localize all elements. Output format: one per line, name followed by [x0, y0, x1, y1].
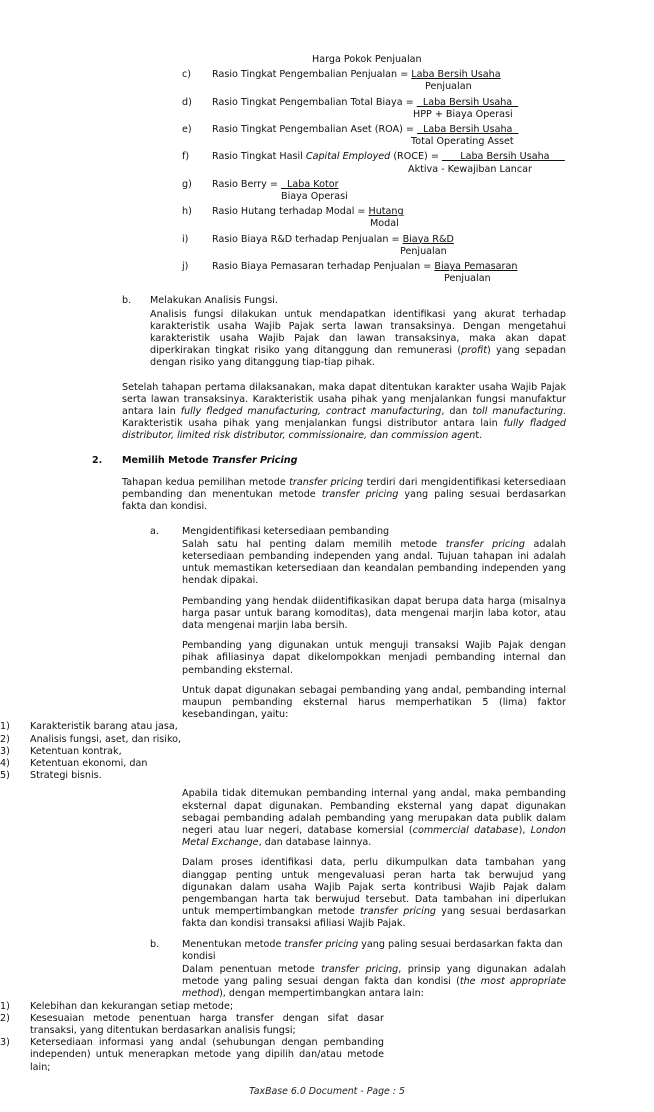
- ratio-formula: [182, 151, 582, 175]
- formula-numerator: Laba Bersih Usaha: [441, 151, 565, 163]
- text-run: , dan database lainnya.: [258, 837, 372, 849]
- italic-text: profit: [461, 345, 487, 357]
- list-item: [0, 770, 384, 782]
- formula-line: [212, 206, 582, 218]
- text-run: yang paling sesuai berdasarkan fakta dan kondisi.: [122, 489, 567, 513]
- formula-numerator: Biaya R&D: [402, 233, 454, 245]
- formula-numerator: Laba Bersih Usaha: [416, 96, 519, 108]
- formula-line: [212, 124, 582, 136]
- text-run: Dalam penentuan metode: [182, 964, 322, 975]
- section-2-number: 2.: [92, 454, 103, 466]
- formula-numerator: Laba Kotor: [280, 178, 339, 190]
- text-run: Menentukan metode: [182, 938, 285, 950]
- italic-text: transfer pricing: [321, 964, 399, 975]
- ratio-name: Rasio Biaya Pemasaran terhadap Penjualan =: [212, 261, 435, 273]
- subsection-b-label: b.: [150, 938, 160, 950]
- formula-label: e): [182, 124, 192, 136]
- ratio-name: Rasio Tingkat Pengembalian Total Biaya =: [212, 96, 417, 108]
- list-item: [0, 746, 384, 758]
- formula-numerator: Biaya Pemasaran: [434, 261, 518, 273]
- list-item: [0, 734, 384, 746]
- comparability-factor-list: [0, 721, 384, 782]
- text-run: ), dengan mempertimbangkan antara lain:: [219, 988, 424, 1000]
- formula-line: [212, 97, 582, 109]
- ratio-name: Rasio Hutang terhadap Modal =: [212, 206, 369, 218]
- italic-text: toll manufacturing: [472, 406, 563, 418]
- list-text: Kesesuaian metode penentuan harga transfer dengan sifat dasar transaksi, yang ditentukan berdasarkan analisis fungsi;: [30, 1012, 384, 1037]
- list-item: [0, 1037, 384, 1074]
- formula-denominator: Penjualan: [425, 81, 472, 93]
- section-b-content: [150, 295, 566, 369]
- italic-text: commercial database: [412, 824, 519, 836]
- italic-text: transfer pricing: [284, 938, 359, 950]
- text-run: terdiri dari mengidentifikasi ketersediaan pembanding dan menentukan metode: [122, 476, 566, 501]
- formula-denominator: HPP + Biaya Operasi: [413, 108, 513, 120]
- list-item: [0, 721, 384, 733]
- list-number: 3): [0, 745, 10, 757]
- ratio-name: (ROCE) =: [390, 151, 442, 163]
- formula-body: [212, 151, 582, 175]
- formula-line: [212, 234, 582, 246]
- ratio-formula: [182, 234, 582, 258]
- list-text: Karakteristik barang atau jasa,: [30, 721, 178, 733]
- italic-text: transfer pricing: [289, 476, 364, 488]
- section-b-title: Melakukan Analisis Fungsi.: [150, 295, 278, 307]
- formula-numerator: Hutang: [368, 206, 404, 218]
- text-run: Analisis fungsi dilakukan untuk mendapatkan identifikasi yang akurat terhadap karakteristik usaha Wajib Pajak serta lawan transaksinya. Dengan mengetahui karakteristik usaha Wajib Pajak dan lawan transaksinya, maka akan dapat diperkirakan tingkat risiko yang ditanggung dan remunerasi (: [150, 308, 566, 357]
- text-run: ) yang sepadan dengan risiko yang ditanggung tiap-tiap pihak.: [150, 345, 566, 369]
- section-2-heading: [122, 455, 297, 467]
- text-run: Setelah tahapan pertama dilaksanakan, maka dapat ditentukan karakter usaha Wajib Pajak serta lawan transaksinya. Karakteristik usaha pihak yang menjalankan fungsi manufaktur antara lain: [122, 381, 566, 418]
- paragraph-a4: [182, 685, 566, 722]
- subsection-a-label: a.: [150, 525, 159, 537]
- ratio-name: Rasio Berry =: [212, 178, 281, 190]
- formula-denominator: Total Operating Asset: [411, 136, 514, 148]
- text-run: Untuk dapat digunakan sebagai pembanding yang andal, pembanding internal maupun pembanding eksternal harus memperhatikan 5 (lima) faktor kesebandingan, yaitu:: [182, 684, 566, 721]
- formula-label: i): [182, 233, 189, 245]
- subsection-a-title: Mengidentifikasi ketersediaan pembanding: [182, 525, 390, 537]
- section-2-heading-row: [92, 455, 566, 467]
- section-b-label: b.: [122, 295, 132, 307]
- text-run: Dalam proses identifikasi data, perlu dikumpulkan data tambahan yang dianggap penting untuk mengevaluasi peran harta tak berwujud yang digunakan dalam usaha Wajib Pajak serta kontribusi Wajib Pajak dalam pengembangan harta tak berwujud tersebut. Data tambahan ini diperlukan untuk mempertimbangkan metode: [182, 857, 566, 918]
- method-consideration-list: [0, 1001, 384, 1074]
- paragraph-a2: [182, 596, 566, 633]
- ratio-name: Rasio Tingkat Hasil: [212, 151, 306, 163]
- list-text: Analisis fungsi, aset, dan risiko,: [30, 733, 182, 745]
- formula-denominator: Modal: [370, 218, 399, 230]
- list-number: 1): [0, 721, 10, 733]
- ratio-name: Rasio Biaya R&D terhadap Penjualan =: [212, 233, 403, 245]
- ratio-name-italic: Capital Employed: [305, 151, 391, 163]
- formula-label: f): [182, 151, 190, 163]
- text-run: , dan: [441, 406, 473, 418]
- formula-body: [212, 179, 582, 203]
- formula-label: j): [182, 261, 189, 273]
- ratio-formula: [182, 261, 582, 285]
- formula-denominator-hpp: Harga Pokok Penjualan: [312, 54, 422, 65]
- list-number: 1): [0, 1000, 10, 1012]
- text-run: , prinsip yang digunakan adalah metode yang paling sesuai dengan fakta dan kondisi (: [182, 964, 566, 988]
- ratio-formula-list: [182, 66, 582, 285]
- section-2-intro: [122, 477, 566, 514]
- list-text: Ketersediaan informasi yang andal (sehubungan dengan pembanding independen) untuk menerapkan metode yang dipilih dan/atau metode lain;: [30, 1037, 384, 1073]
- formula-numerator: Laba Bersih Usaha: [416, 124, 519, 136]
- text-run: . Karakteristik usaha pihak yang menjalankan fungsi distributor antara lain: [122, 406, 566, 430]
- italic-text: fully fledged manufacturing, contract manufacturing: [180, 406, 442, 418]
- formula-denominator: Aktiva - Kewajiban Lancar: [408, 163, 532, 175]
- list-text: Ketentuan ekonomi, dan: [30, 757, 148, 769]
- list-item: [0, 1001, 384, 1013]
- ratio-name: Rasio Tingkat Pengembalian Penjualan =: [212, 69, 412, 81]
- paragraph-b1: [182, 964, 566, 1001]
- analisis-fungsi-paragraph: [150, 309, 566, 370]
- formula-body: [212, 206, 582, 230]
- ratio-formula: [182, 97, 582, 121]
- formula-label: g): [182, 178, 192, 190]
- section-b: [122, 295, 566, 369]
- formula-body: [212, 234, 582, 258]
- formula-numerator: Laba Bersih Usaha: [411, 69, 501, 81]
- formula-line: [212, 151, 582, 163]
- paragraph-a1: [182, 539, 566, 588]
- formula-label: h): [182, 206, 192, 218]
- italic-text: London Metal Exchange: [182, 824, 566, 849]
- text-run: yang sesuai berdasarkan fakta dan kondisi transaksi afiliasi Wajib Pajak.: [182, 906, 567, 930]
- italic-text: transfer pricing: [321, 489, 399, 501]
- paragraph-a3: [182, 640, 566, 677]
- formula-line: [212, 69, 582, 81]
- formula-body: [212, 124, 582, 148]
- formula-denominator: Penjualan: [444, 273, 491, 285]
- text-run: ),: [518, 824, 531, 836]
- formula-body: [212, 69, 582, 93]
- formula-denominator: Biaya Operasi: [281, 191, 348, 203]
- list-item: [0, 758, 384, 770]
- subsection-b-title: [182, 939, 566, 963]
- text-run: Tahapan kedua pemilihan metode: [122, 476, 290, 488]
- italic-text: fully fladged distributor, limited risk distributor, commissionaire, dan commission agen: [122, 418, 567, 442]
- heading-text: Memilih Metode: [122, 454, 213, 466]
- list-text: Strategi bisnis.: [30, 770, 102, 782]
- list-number: 5): [0, 770, 10, 782]
- ratio-formula: [182, 124, 582, 148]
- heading-italic: Transfer Pricing: [212, 454, 298, 466]
- formula-label: d): [182, 96, 192, 108]
- text-run: Salah satu hal penting dalam memilih metode: [182, 538, 446, 550]
- list-text: Ketentuan kontrak,: [30, 745, 122, 757]
- text-run: adalah ketersediaan pembanding independen yang andal. Tujuan tahapan ini adalah untuk memastikan ketersediaan dan keandalan pembanding independen yang hendak dipakai.: [182, 538, 566, 587]
- text-run: t.: [475, 430, 483, 442]
- ratio-formula: [182, 206, 582, 230]
- formula-line: [212, 261, 582, 273]
- page-footer: TaxBase 6.0 Document - Page : 5: [249, 1085, 405, 1097]
- subsection-b-heading-row: [150, 939, 566, 963]
- text-run: yang paling sesuai berdasarkan fakta dan kondisi: [182, 938, 563, 962]
- subsection-a-heading-row: [150, 526, 566, 538]
- text-run: Pembanding yang digunakan untuk menguji transaksi Wajib Pajak dengan pihak afiliasinya dapat dikelompokkan menjadi pembanding internal dan pembanding eksternal.: [182, 640, 566, 676]
- list-number: 3): [0, 1037, 10, 1049]
- list-number: 4): [0, 757, 10, 769]
- formula-body: [212, 261, 582, 285]
- paragraph-a5: [182, 788, 566, 849]
- text-run: Apabila tidak ditemukan pembanding internal yang andal, maka pembanding eksternal dapat digunakan. Pembanding eksternal yang dapat digunakan sebagai pembanding adalah pembanding yang merupakan data publik dalam negeri atau luar negeri, database komersial (: [182, 788, 566, 836]
- ratio-formula: [182, 179, 582, 203]
- italic-text: transfer pricing: [445, 538, 525, 550]
- ratio-formula: [182, 69, 582, 93]
- formula-denominator: Penjualan: [400, 245, 447, 257]
- italic-text: transfer pricing: [360, 906, 437, 918]
- list-text: Kelebihan dan kekurangan setiap metode;: [30, 1000, 234, 1012]
- setelah-paragraph: [122, 382, 566, 443]
- text-run: Pembanding yang hendak diidentifikasikan dapat berupa data harga (misalnya harga pasar untuk barang komoditas), data mengenai marjin laba kotor, atau data mengenai marjin laba bersih.: [182, 595, 566, 631]
- paragraph-a6: [182, 857, 566, 930]
- italic-text: the most appropriate method: [182, 976, 566, 1000]
- formula-line: [212, 179, 582, 191]
- list-item: [0, 1013, 384, 1037]
- list-number: 2): [0, 733, 10, 745]
- list-number: 2): [0, 1012, 10, 1024]
- formula-body: [212, 97, 582, 121]
- ratio-name: Rasio Tingkat Pengembalian Aset (ROA) =: [212, 124, 417, 136]
- formula-label: c): [182, 69, 192, 81]
